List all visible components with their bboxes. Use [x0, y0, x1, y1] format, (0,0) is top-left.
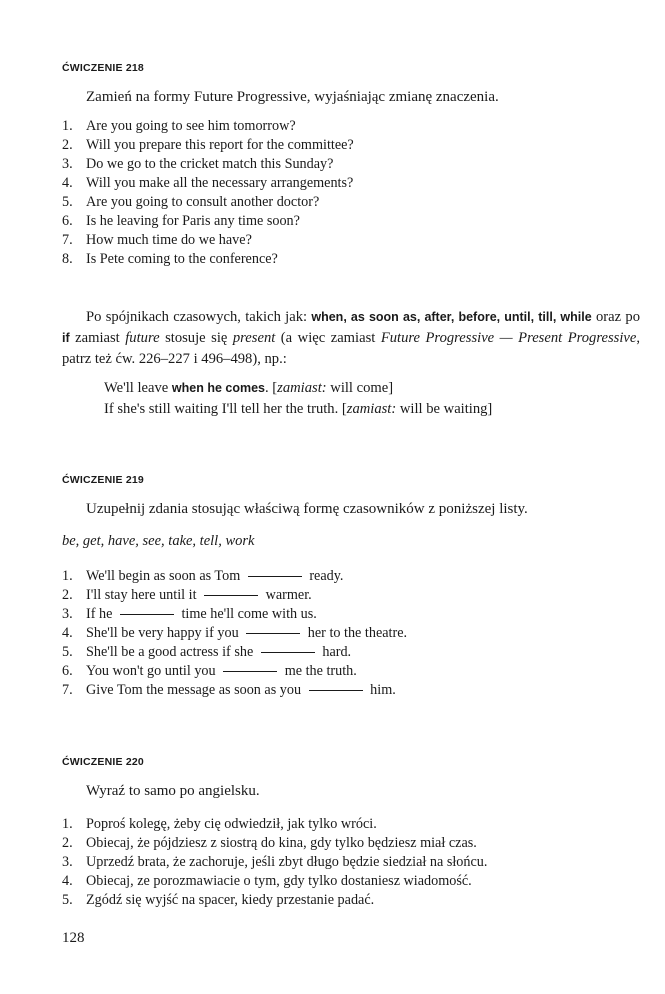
list-item: 3. If he time he'll come with us. — [62, 606, 317, 622]
list-item: 2. I'll stay here until it warmer. — [62, 587, 312, 603]
exercise-219-instruction: Uzupełnij zdania stosując właściwą formę czasowników z poniższej listy. — [86, 501, 528, 517]
list-item: 6. You won't go until you me the truth. — [62, 663, 357, 679]
list-item: 1. Are you going to see him tomorrow? — [62, 118, 296, 134]
exercise-219-list — [62, 567, 407, 700]
exercise-218-title: ĆWICZENIE 218 — [62, 62, 144, 74]
answer-blank[interactable] — [120, 613, 174, 615]
exercise-218-list — [62, 117, 354, 269]
answer-blank[interactable] — [246, 632, 300, 634]
list-item: 4. She'll be very happy if you her to the theatre. — [62, 625, 408, 641]
list-item: 5. She'll be a good actress if she hard. — [62, 644, 352, 660]
exercise-220-instruction: Wyraź to samo po angielsku. — [86, 783, 260, 799]
list-item: 6. Is he leaving for Paris any time soon? — [62, 213, 300, 229]
answer-blank[interactable] — [248, 575, 302, 577]
list-item: 2. Obiecaj, że pójdziesz z siostrą do kina, gdy tylko będziesz miał czas. — [62, 835, 477, 851]
list-item: 7. Give Tom the message as soon as you him. — [62, 682, 396, 698]
rule-example-1: We'll leave when he comes. [zamiast: will come] — [104, 380, 394, 396]
exercise-219-title: ĆWICZENIE 219 — [62, 474, 144, 486]
answer-blank[interactable] — [309, 689, 363, 691]
list-item: 5. Are you going to consult another doctor? — [62, 194, 320, 210]
grammar-rule-paragraph: Po spójnikach czasowych, takich jak: when, as soon as, after, before, until, till, while oraz po if zamiast future stosuje się present (a więc zamiast Future Progressive — Present Progressive, patrz też ćw. 226–227 i 496–498), np.: — [62, 309, 640, 367]
answer-blank[interactable] — [204, 594, 258, 596]
list-item: 8. Is Pete coming to the conference? — [62, 251, 278, 267]
list-item: 3. Do we go to the cricket match this Sunday? — [62, 156, 334, 172]
exercise-220-title: ĆWICZENIE 220 — [62, 756, 144, 768]
exercise-220-list — [62, 815, 487, 910]
verb-word-list: be, get, have, see, take, tell, work — [62, 533, 255, 549]
answer-blank[interactable] — [223, 670, 277, 672]
exercise-218-instruction: Zamień na formy Future Progressive, wyjaśniając zmianę znaczenia. — [86, 89, 499, 105]
list-item: 2. Will you prepare this report for the committee? — [62, 137, 354, 153]
list-item: 7. How much time do we have? — [62, 232, 252, 248]
list-item: 4. Will you make all the necessary arrangements? — [62, 175, 354, 191]
rule-example-2: If she's still waiting I'll tell her the truth. [zamiast: will be waiting] — [104, 401, 493, 417]
list-item: 4. Obiecaj, ze porozmawiacie o tym, gdy tylko dostaniesz wiadomość. — [62, 873, 472, 889]
list-item: 1. We'll begin as soon as Tom ready. — [62, 568, 344, 584]
list-item: 1. Poproś kolegę, żeby cię odwiedził, jak tylko wróci. — [62, 816, 377, 832]
list-item: 5. Zgódź się wyjść na spacer, kiedy przestanie padać. — [62, 892, 375, 908]
list-item: 3. Uprzedź brata, że zachoruje, jeśli zbyt długo będzie siedział na słońcu. — [62, 854, 488, 870]
page-number: 128 — [62, 930, 85, 946]
answer-blank[interactable] — [261, 651, 315, 653]
